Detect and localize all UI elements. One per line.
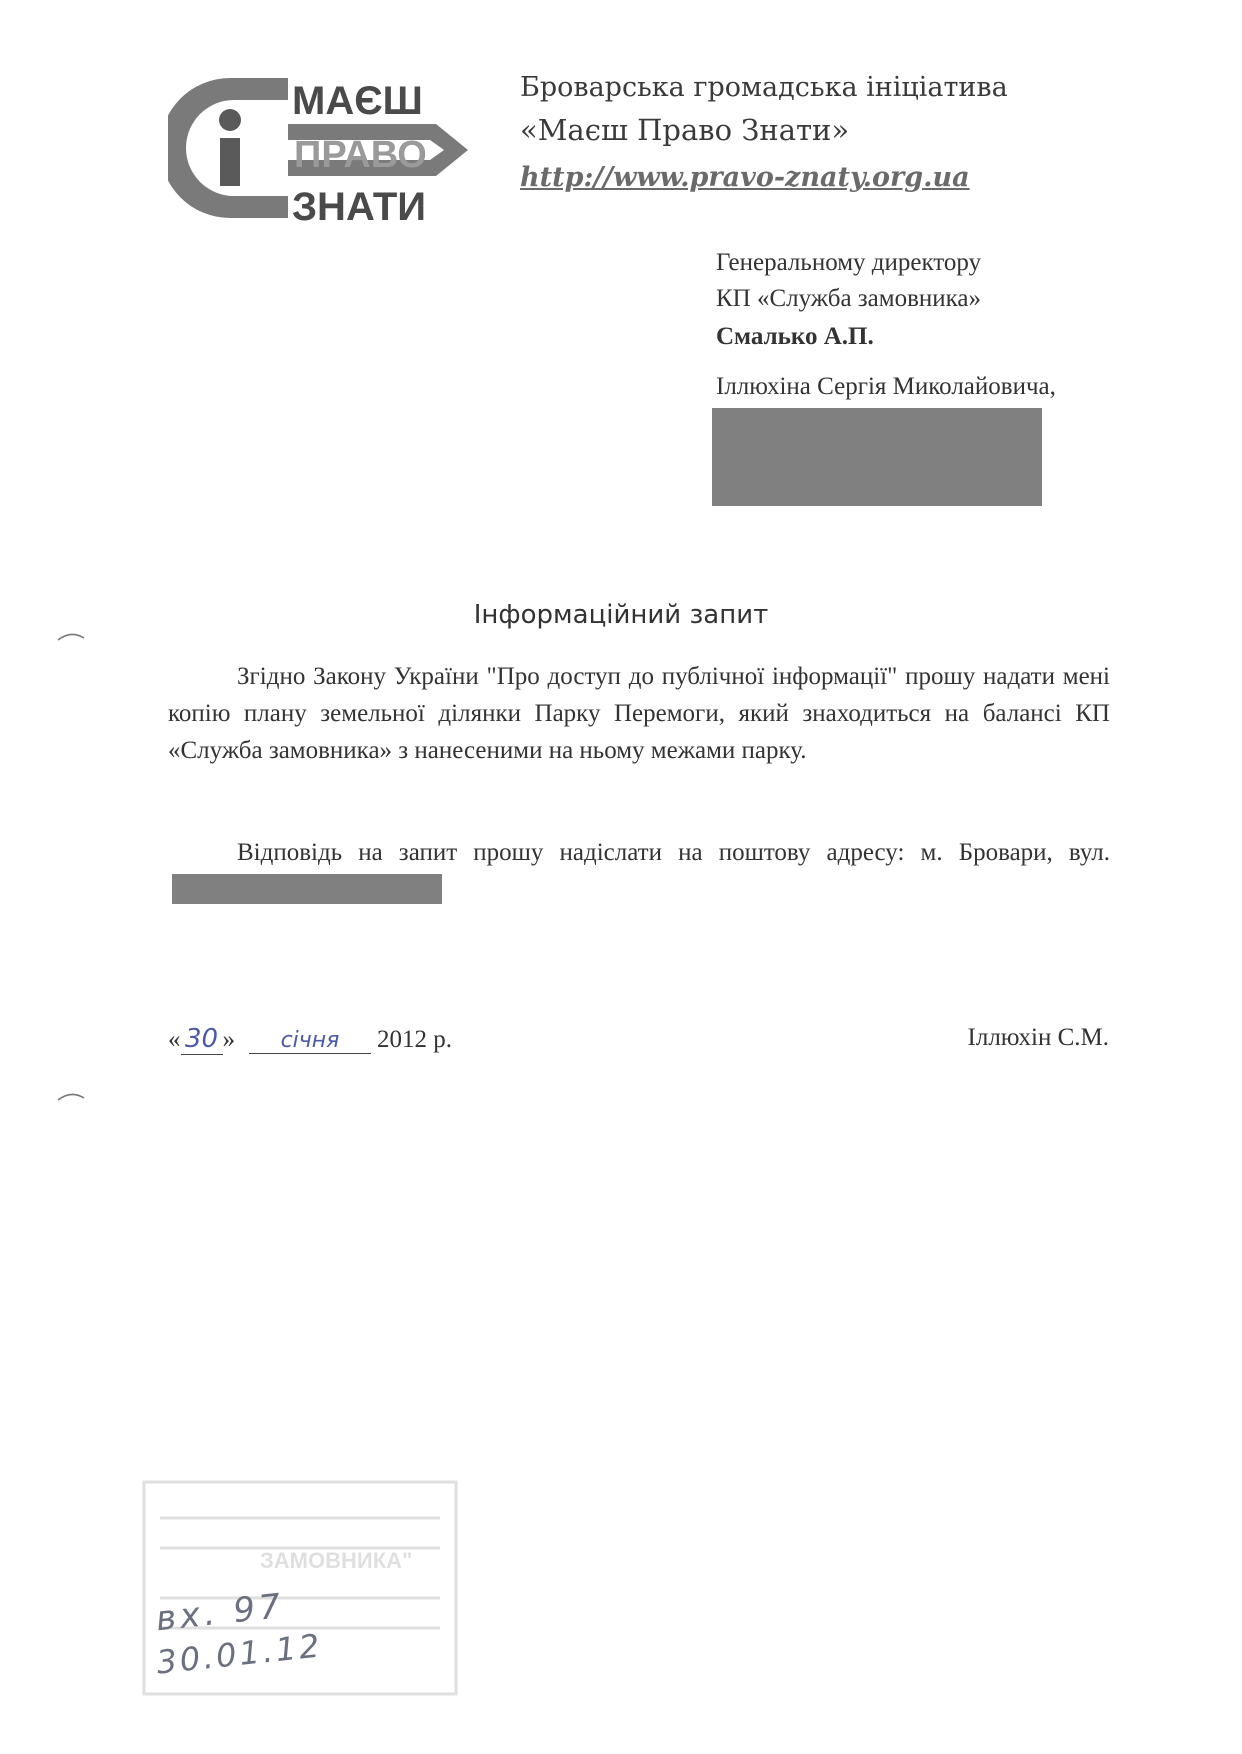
punch-mark-bottom <box>56 1090 86 1102</box>
logo-word-bottom: ЗНАТИ <box>292 185 427 228</box>
sender-name: Іллюхіна Сергія Миколайовича, <box>716 373 1056 400</box>
request-paragraph: Згідно Закону України "Про доступ до публічної інформації" прошу надати мені копію плану земельної ділянки Парку Перемоги, який знаходиться на балансі КП «Служба замовника» з нанесеними на ньому межами парку. <box>168 663 1110 764</box>
organization-logo <box>168 68 488 228</box>
date-close-quote: » <box>222 1026 235 1053</box>
logo-i-dot <box>219 109 241 131</box>
stamp-text: ЗАМОВНИКА" <box>260 1548 413 1573</box>
logo-word-top: МАЄШ <box>292 79 423 123</box>
reply-address-text: Відповідь на запит прошу надіслати на поштову адресу: м. Бровари, вул. <box>237 839 1110 866</box>
incoming-registration-note <box>150 1583 324 1682</box>
reply-address-paragraph <box>168 834 1110 908</box>
punch-mark-top <box>56 630 86 642</box>
addressee-name: Смалько А.П. <box>716 323 874 350</box>
addressee-position: Генеральному директору <box>716 249 982 276</box>
redacted-street <box>172 874 442 904</box>
incoming-number: вх. 97 <box>153 1586 287 1640</box>
redacted-sender-address <box>712 408 1042 506</box>
logo-i-stem <box>220 138 240 186</box>
organization-line1: Броварська громадська ініціатива <box>520 72 1008 103</box>
document-title: Інформаційний запит <box>473 600 769 630</box>
date-open-quote: « <box>168 1026 181 1053</box>
organization-url-link[interactable]: http://www.pravo-znaty.org.ua <box>520 162 970 193</box>
organization-line2: «Маєш Право Знати» <box>520 113 850 147</box>
organization-header <box>520 68 1120 193</box>
signature-name: Іллюхін С.М. <box>967 1024 1109 1051</box>
addressee-company: КП «Служба замовника» <box>716 285 982 312</box>
addressee-block <box>716 245 1136 405</box>
date-day-handwritten: 30 <box>181 1024 223 1055</box>
logo-word-middle: ПРАВО <box>294 134 427 176</box>
date-line <box>168 1024 452 1055</box>
incoming-date: 30.01.12 <box>154 1626 325 1682</box>
date-month-handwritten: січня <box>249 1028 371 1054</box>
date-year: 2012 р. <box>377 1026 452 1053</box>
